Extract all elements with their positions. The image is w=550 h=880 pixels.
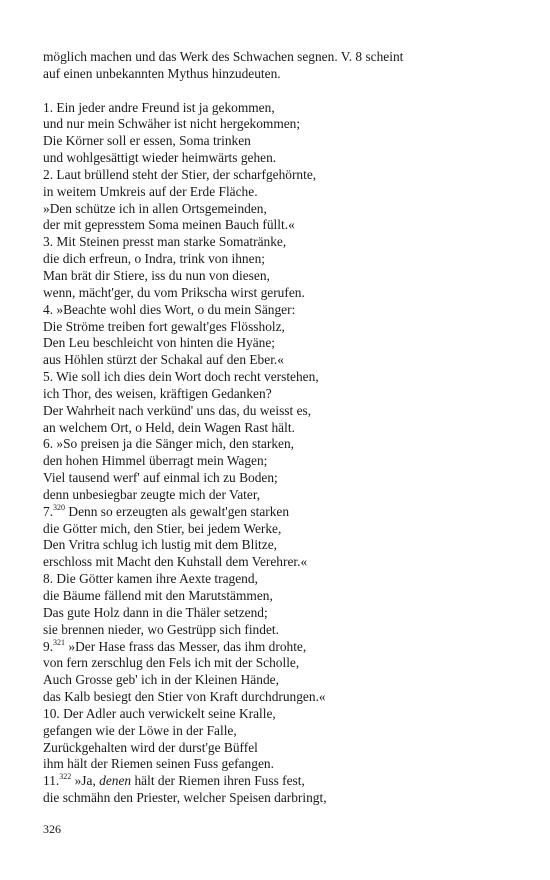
verse-text-pre: »Ja, xyxy=(71,773,100,789)
verse-line: an welchem Ort, o Held, dein Wagen Rast hält. xyxy=(43,419,295,435)
verse-11-line xyxy=(43,773,513,790)
verse-text: hält der Riemen ihren Fuss fest, xyxy=(131,773,305,789)
verses-block-7-8 xyxy=(43,521,513,639)
footnote-ref-321[interactable]: 321 xyxy=(53,637,66,647)
verse-line: in weitem Umkreis auf der Erde Fläche. xyxy=(43,183,258,199)
verse-line: Zurückgehalten wird der durst'ge Büffel xyxy=(43,739,258,755)
verse-line: 8. Die Götter kamen ihre Aexte tragend, xyxy=(43,571,258,587)
verse-line: wenn, mächt'ger, du vom Prikscha wirst gerufen. xyxy=(43,284,305,300)
verse-line: Die Ströme treiben fort gewalt'ges Flössholz, xyxy=(43,318,285,334)
verse-number: 11. xyxy=(43,773,60,789)
verse-line: Der Wahrheit nach verkünd' uns das, du weisst es, xyxy=(43,402,312,418)
verse-text: Denn so erzeugten als gewalt'gen starken xyxy=(65,503,290,519)
verses-block-9-10 xyxy=(43,655,513,773)
verse-line: erschloss mit Macht den Kuhstall dem Verehrer.« xyxy=(43,554,308,570)
footnote-ref-320[interactable]: 320 xyxy=(53,502,66,512)
verse-line: »Den schütze ich in allen Ortsgemeinden, xyxy=(43,200,267,216)
verse-line: und wohlgesättigt wieder heimwärts gehen. xyxy=(43,150,277,166)
verse-line: Man brät dir Stiere, iss du nun von diesen, xyxy=(43,267,270,283)
verse-line: die Götter mich, den Stier, bei jedem Werke, xyxy=(43,520,282,536)
verse-line: die schmähn den Priester, welcher Speisen darbringt, xyxy=(43,790,327,806)
verse-text: »Der Hase frass das Messer, das ihm drohte, xyxy=(65,638,307,654)
intro-line-2: auf einen unbekannten Mythus hinzudeuten. xyxy=(43,65,281,81)
verse-line: der mit gepresstem Soma meinen Bauch füllt.« xyxy=(43,217,295,233)
verse-line: die Bäume fällend mit den Marutstämmen, xyxy=(43,588,273,603)
verse-line: Den Vritra schlug ich lustig mit dem Blitze, xyxy=(43,537,277,553)
verse-line: Das gute Holz dann in die Thäler setzend; xyxy=(43,604,268,620)
verse-line: 1. Ein jeder andre Freund ist ja gekommen, xyxy=(43,99,275,115)
paragraph-gap xyxy=(43,83,513,100)
verse-line: von fern zerschlug den Fels ich mit der Scholle, xyxy=(43,655,300,671)
verse-line: 10. Der Adler auch verwickelt seine Kralle, xyxy=(43,705,276,721)
verse-line: denn unbesiegbar zeugte mich der Vater, xyxy=(43,486,261,502)
footnote-ref-322[interactable]: 322 xyxy=(59,772,72,782)
verse-line: ich Thor, des weisen, kräftigen Gedanken? xyxy=(43,385,272,401)
verse-line: 6. »So preisen ja die Sänger mich, den starken, xyxy=(43,436,295,452)
verse-line: den hohen Himmel überragt mein Wagen; xyxy=(43,453,268,469)
verse-line: ihm hält der Riemen seinen Fuss gefangen. xyxy=(43,756,274,772)
page-number: 326 xyxy=(43,822,61,836)
verse-number: 9. xyxy=(43,638,54,654)
verse-line: 3. Mit Steinen presst man starke Somatränke, xyxy=(43,234,287,250)
verse-line: 5. Wie soll ich dies dein Wort doch recht verstehen, xyxy=(43,369,319,385)
verse-7-line xyxy=(43,504,513,521)
verse-number: 7. xyxy=(43,503,54,519)
verse-9-line xyxy=(43,639,513,656)
verse-line: die dich erfreun, o Indra, trink von ihnen; xyxy=(43,251,265,267)
verse-line: 4. »Beachte wohl dies Wort, o du mein Sänger: xyxy=(43,301,296,317)
verse-line: das Kalb besiegt den Stier von Kraft durchdrungen.« xyxy=(43,689,326,705)
intro-line-1: möglich machen und das Werk des Schwachen segnen. V. 8 scheint xyxy=(43,49,404,64)
verse-line: aus Höhlen stürzt der Schakal auf den Eber.« xyxy=(43,352,284,368)
verse-line: Den Leu beschleicht von hinten die Hyäne; xyxy=(43,335,276,351)
verse-line: Auch Grosse geb' ich in der Kleinen Hände, xyxy=(43,672,279,688)
verse-line: Viel tausend werf' auf einmal ich zu Boden; xyxy=(43,470,278,486)
verse-line: Die Körner soll er essen, Soma trinken xyxy=(43,133,251,149)
verse-line: 2. Laut brüllend steht der Stier, der scharfgehörnte, xyxy=(43,166,317,182)
verses-block-1-6 xyxy=(43,100,513,504)
verse-emphasis: denen xyxy=(99,773,132,789)
verse-line: sie brennen nieder, wo Gestrüpp sich findet. xyxy=(43,621,279,637)
verse-line: gefangen wie der Löwe in der Falle, xyxy=(43,722,237,738)
page-text xyxy=(43,49,513,807)
verse-line: und nur mein Schwäher ist nicht hergekommen; xyxy=(43,116,301,132)
